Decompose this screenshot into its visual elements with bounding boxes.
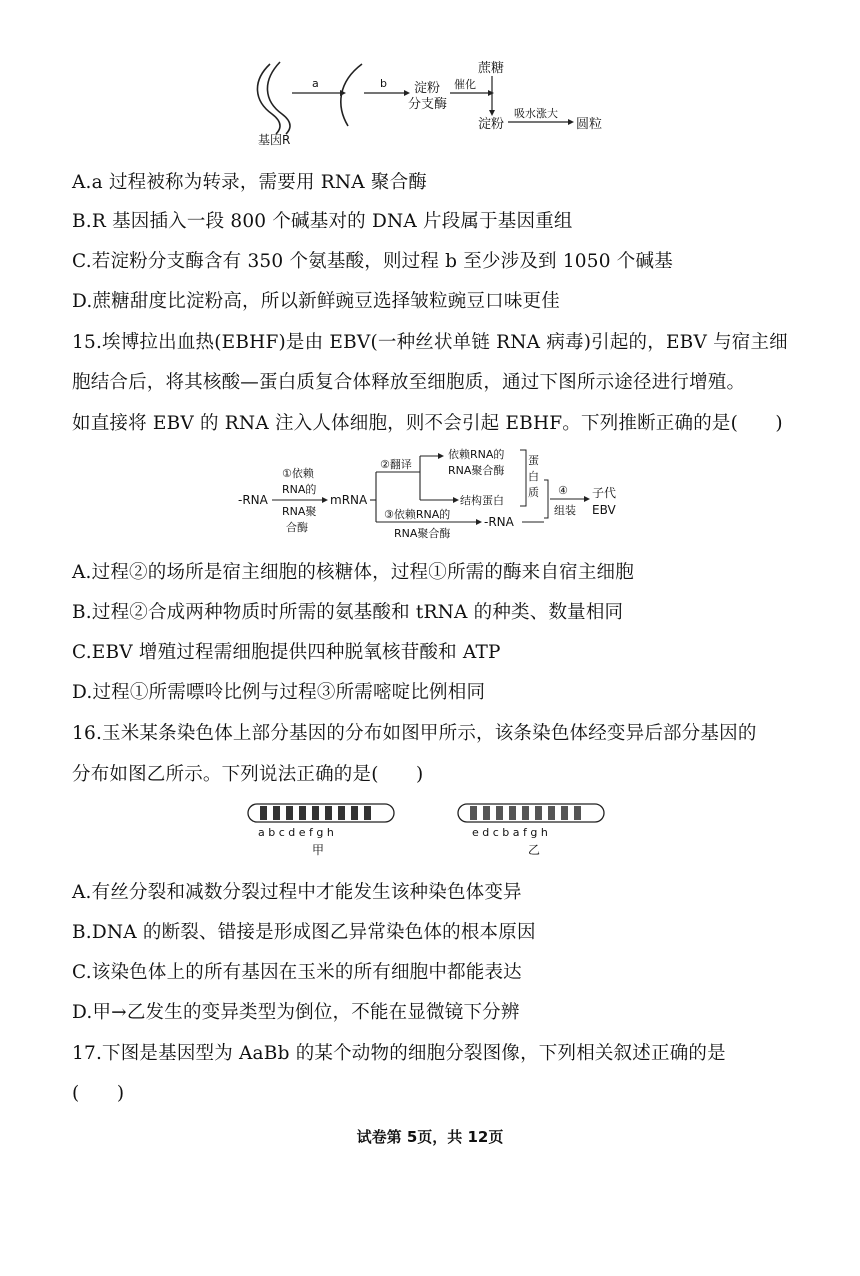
q14-option-a: A.a 过程被称为转录，需要用 RNA 聚合酶: [72, 172, 427, 193]
q15-stem-line-2: 胞结合后，将其核酸—蛋白质复合体释放至细胞质，通过下图所示途径进行增殖。: [72, 372, 746, 393]
chromosome-yi-genes: e d c b a f g h: [472, 826, 548, 839]
q14-option-c: C.若淀粉分支酶含有 350 个氨基酸，则过程 b 至少涉及到 1050 个碱基: [72, 251, 673, 272]
chromosome-yi-label: 乙: [528, 843, 541, 857]
step4-label: 组装: [554, 504, 576, 517]
step1-label-4: 合酶: [286, 521, 308, 534]
q15-option-c: C.EBV 增殖过程需细胞提供四种脱氧核苷酸和 ATP: [72, 642, 501, 663]
chromosome-jia-bands: [260, 806, 371, 820]
catalyze-label: 催化: [454, 78, 476, 91]
chromosome-jia: [248, 804, 394, 857]
gene-r-pathway-figure: [250, 56, 630, 152]
step1-label-2: RNA的: [282, 483, 317, 496]
neg-rna-product-label: -RNA: [484, 515, 514, 529]
q14-option-d: D.蔗糖甜度比淀粉高，所以新鲜豌豆选择皱粒豌豆口味更佳: [72, 291, 560, 312]
chromosome-yi-bands: [470, 806, 581, 820]
polymerase-label-2: RNA聚合酶: [448, 464, 505, 477]
neg-rna-label: -RNA: [238, 493, 268, 507]
q16-option-c: C.该染色体上的所有基因在玉米的所有细胞中都能表达: [72, 962, 522, 983]
step3-label-2: RNA聚合酶: [394, 527, 451, 540]
gene-r-label: 基因R: [258, 133, 291, 147]
arrow-b-label: b: [380, 77, 387, 90]
starch-label: 淀粉: [478, 117, 505, 132]
protein-label-2: 白: [528, 470, 539, 483]
enzyme-label-1: 淀粉: [414, 81, 441, 96]
progeny-label-1: 子代: [592, 486, 617, 500]
q15-stem-line-3: 如直接将 EBV 的 RNA 注入人体细胞，则不会引起 EBHF。下列推断正确的是( ): [72, 413, 783, 434]
q15-stem-line-1: 15.埃博拉出血热(EBHF)是由 EBV(一种丝状单链 RNA 病毒)引起的，EBV 与宿主细: [72, 332, 788, 353]
step1-label-1: ①依赖: [282, 467, 314, 480]
q15-option-d: D.过程①所需嘌呤比例与过程③所需嘧啶比例相同: [72, 682, 486, 703]
q16-stem-line-2: 分布如图乙所示。下列说法正确的是( ): [72, 764, 424, 785]
chromosome-jia-label: 甲: [312, 843, 325, 857]
protein-label-3: 质: [528, 486, 539, 499]
q17-stem-line-1: 17.下图是基因型为 AaBb 的某个动物的细胞分裂图像，下列相关叙述正确的是: [72, 1043, 726, 1064]
mrna-strand: [341, 64, 362, 126]
q16-stem-line-1: 16.玉米某条染色体上部分基因的分布如图甲所示，该条染色体经变异后部分基因的: [72, 723, 757, 744]
enzyme-label-2: 分支酶: [408, 97, 448, 112]
round-pea-label: 圆粒: [576, 117, 603, 132]
chromosome-jia-genes: a b c d e f g h: [258, 826, 334, 839]
ebv-replication-figure: [238, 444, 628, 544]
step3-label-1: ③依赖RNA的: [384, 508, 451, 521]
q14-option-b: B.R 基因插入一段 800 个碱基对的 DNA 片段属于基因重组: [72, 211, 573, 232]
q17-stem-line-2: ( ): [72, 1083, 125, 1104]
q15-option-b: B.过程②合成两种物质时所需的氨基酸和 tRNA 的种类、数量相同: [72, 602, 624, 623]
q16-option-d: D.甲→乙发生的变异类型为倒位，不能在显微镜下分辨: [72, 1002, 520, 1023]
q16-option-b: B.DNA 的断裂、错接是形成图乙异常染色体的根本原因: [72, 922, 536, 943]
progeny-label-2: EBV: [592, 503, 616, 517]
step4-number: ④: [558, 484, 568, 497]
swell-label: 吸水涨大: [514, 107, 558, 120]
gene-r-dna-strand-2: [267, 62, 290, 134]
step2-label: ②翻译: [380, 458, 412, 471]
step1-label-3: RNA聚: [282, 505, 317, 518]
chromosome-figure: [246, 800, 616, 860]
structural-protein-label: 结构蛋白: [460, 494, 504, 507]
chromosome-yi: [458, 804, 604, 857]
protein-label-1: 蛋: [528, 454, 539, 467]
page-footer: 试卷第 5页，共 12页: [356, 1128, 504, 1146]
mrna-label: mRNA: [330, 493, 368, 507]
polymerase-label-1: 依赖RNA的: [448, 448, 505, 461]
q16-option-a: A.有丝分裂和减数分裂过程中才能发生该种染色体变异: [72, 882, 522, 903]
arrow-a-label: a: [312, 77, 319, 90]
q15-option-a: A.过程②的场所是宿主细胞的核糖体，过程①所需的酶来自宿主细胞: [72, 562, 634, 583]
sucrose-label: 蔗糖: [478, 61, 505, 76]
